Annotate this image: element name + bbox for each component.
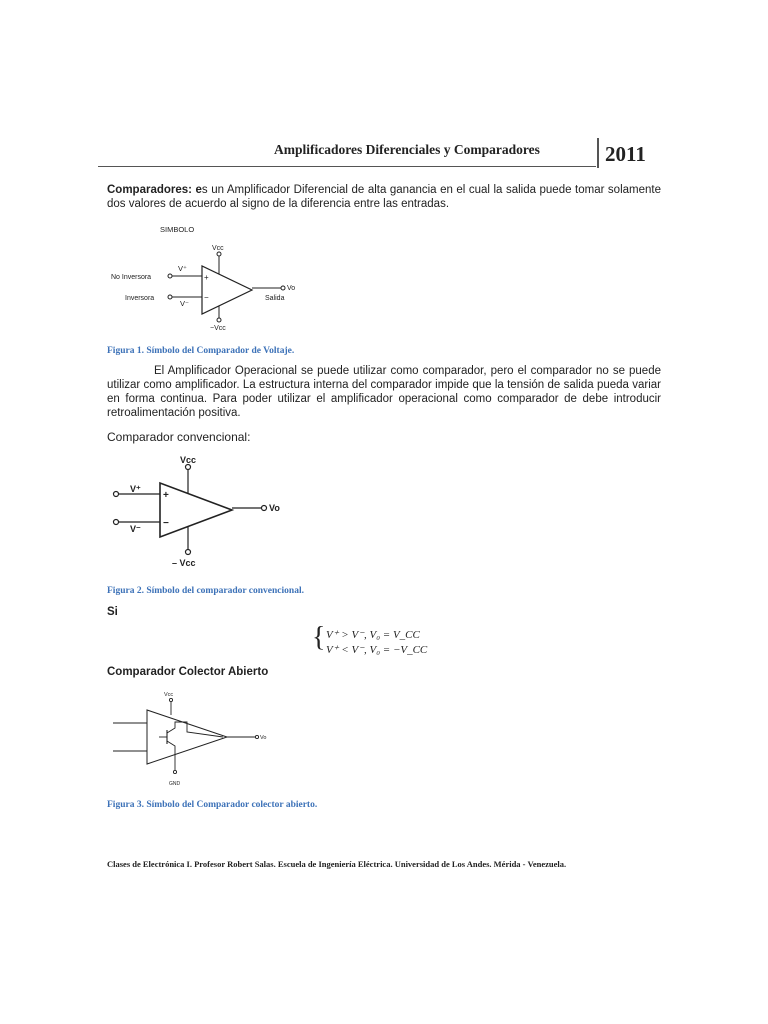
figure1-vplus-label: V⁺ (178, 264, 187, 273)
figure3-gnd-terminal (173, 770, 176, 773)
figure1-salida-label: Salida (265, 295, 285, 302)
figure1-simbolo-label: SIMBOLO (160, 225, 195, 234)
equation-line-1: V⁺ > V⁻, V₀ = V_CC (326, 629, 420, 641)
figure1-noinversora-label: No Inversora (111, 274, 152, 281)
figure2-plus-sign: + (163, 490, 169, 501)
figure2-vcc-label: Vcc (180, 455, 197, 465)
figure1-vee-label: −Vcc (210, 325, 226, 332)
figure2-vcc-terminal (186, 465, 191, 470)
figure2-inv-terminal (114, 520, 119, 525)
figure3-vo-label: Vo (260, 735, 267, 741)
figure1-plus-sign: + (204, 273, 209, 282)
intro-text: s un Amplificador Diferencial de alta ganancia en el cual la salida puede tomar solamente dos valores de acuerdo al signo de la diferencia entre las entradas. (107, 184, 661, 210)
figure3-output-terminal (255, 735, 258, 738)
figure1-vo-label: Vo (287, 285, 296, 292)
figure1-comparator-symbol (100, 218, 340, 338)
figure1-vcc-terminal (217, 252, 221, 256)
section-comparador-convencional: Comparador convencional: (107, 430, 251, 444)
header-rule (98, 166, 596, 167)
page-header-title: Amplificadores Diferenciales y Comparadores (274, 142, 540, 157)
figure1-caption: Figura 1. Símbolo del Comparador de Voltaje. (107, 346, 295, 356)
paragraph-opamp-comparator: El Amplificador Operacional se puede utilizar como comparador, pero el comparador no se puede utilizar como amplificador. La estructura interna del comparador impide que la tensión de salida pueda variar en forma continua. Para poder utilizar el amplificador operacional como comparador de debe introducir retroalimentación positiva. (107, 365, 661, 419)
equation-line-2: V⁺ < V⁻, V₀ = −V_CC (326, 644, 428, 656)
page-header-year: 2011 (605, 142, 646, 166)
figure1-noninv-terminal (168, 274, 172, 278)
figure1-opamp-triangle (202, 266, 252, 314)
figure3-gnd-label: GND (169, 781, 181, 787)
figure2-noninv-terminal (114, 492, 119, 497)
header-divider (597, 138, 599, 168)
figure2-vplus-label: V⁺ (130, 484, 141, 494)
figure3-emitter-path (167, 741, 175, 754)
figure1-inv-terminal (168, 295, 172, 299)
figure2-minus-sign: − (163, 518, 169, 529)
figure2-opamp-triangle (160, 483, 232, 537)
figure3-vcc-label: Vcc (164, 692, 174, 698)
figure1-vminus-label: V⁻ (180, 299, 189, 308)
figure3-caption: Figura 3. Símbolo del Comparador colector abierto. (107, 800, 318, 810)
si-label: Si (107, 606, 118, 618)
figure2-vee-label: – Vcc (172, 558, 196, 568)
intro-paragraph (107, 183, 661, 211)
figure1-inversora-label: Inversora (125, 295, 155, 302)
equation-brace: { (312, 622, 326, 653)
figure2-caption: Figura 2. Símbolo del comparador convencional. (107, 586, 304, 596)
page-footer: Clases de Electrónica I. Profesor Robert Salas. Escuela de Ingeniería Eléctrica. Universidad de Los Andes. Mérida - Venezuela. (107, 859, 567, 869)
figure2-vminus-label: V⁻ (130, 524, 141, 534)
intro-bold-lead: Comparadores: e (107, 184, 202, 196)
figure2-output-terminal (262, 506, 267, 511)
figure2-conventional-comparator (100, 450, 300, 575)
figure1-vcc-label: Vcc (212, 245, 224, 252)
figure2-vee-terminal (186, 550, 191, 555)
figure3-collector-path (167, 722, 223, 737)
figure3-open-collector-comparator (105, 688, 285, 790)
figure3-vcc-terminal (169, 698, 172, 701)
figure1-vee-terminal (217, 318, 221, 322)
section-colector-abierto: Comparador Colector Abierto (107, 666, 269, 678)
figure2-vo-label: Vo (269, 503, 280, 513)
figure1-output-terminal (281, 286, 285, 290)
figure1-minus-sign: − (204, 293, 209, 302)
